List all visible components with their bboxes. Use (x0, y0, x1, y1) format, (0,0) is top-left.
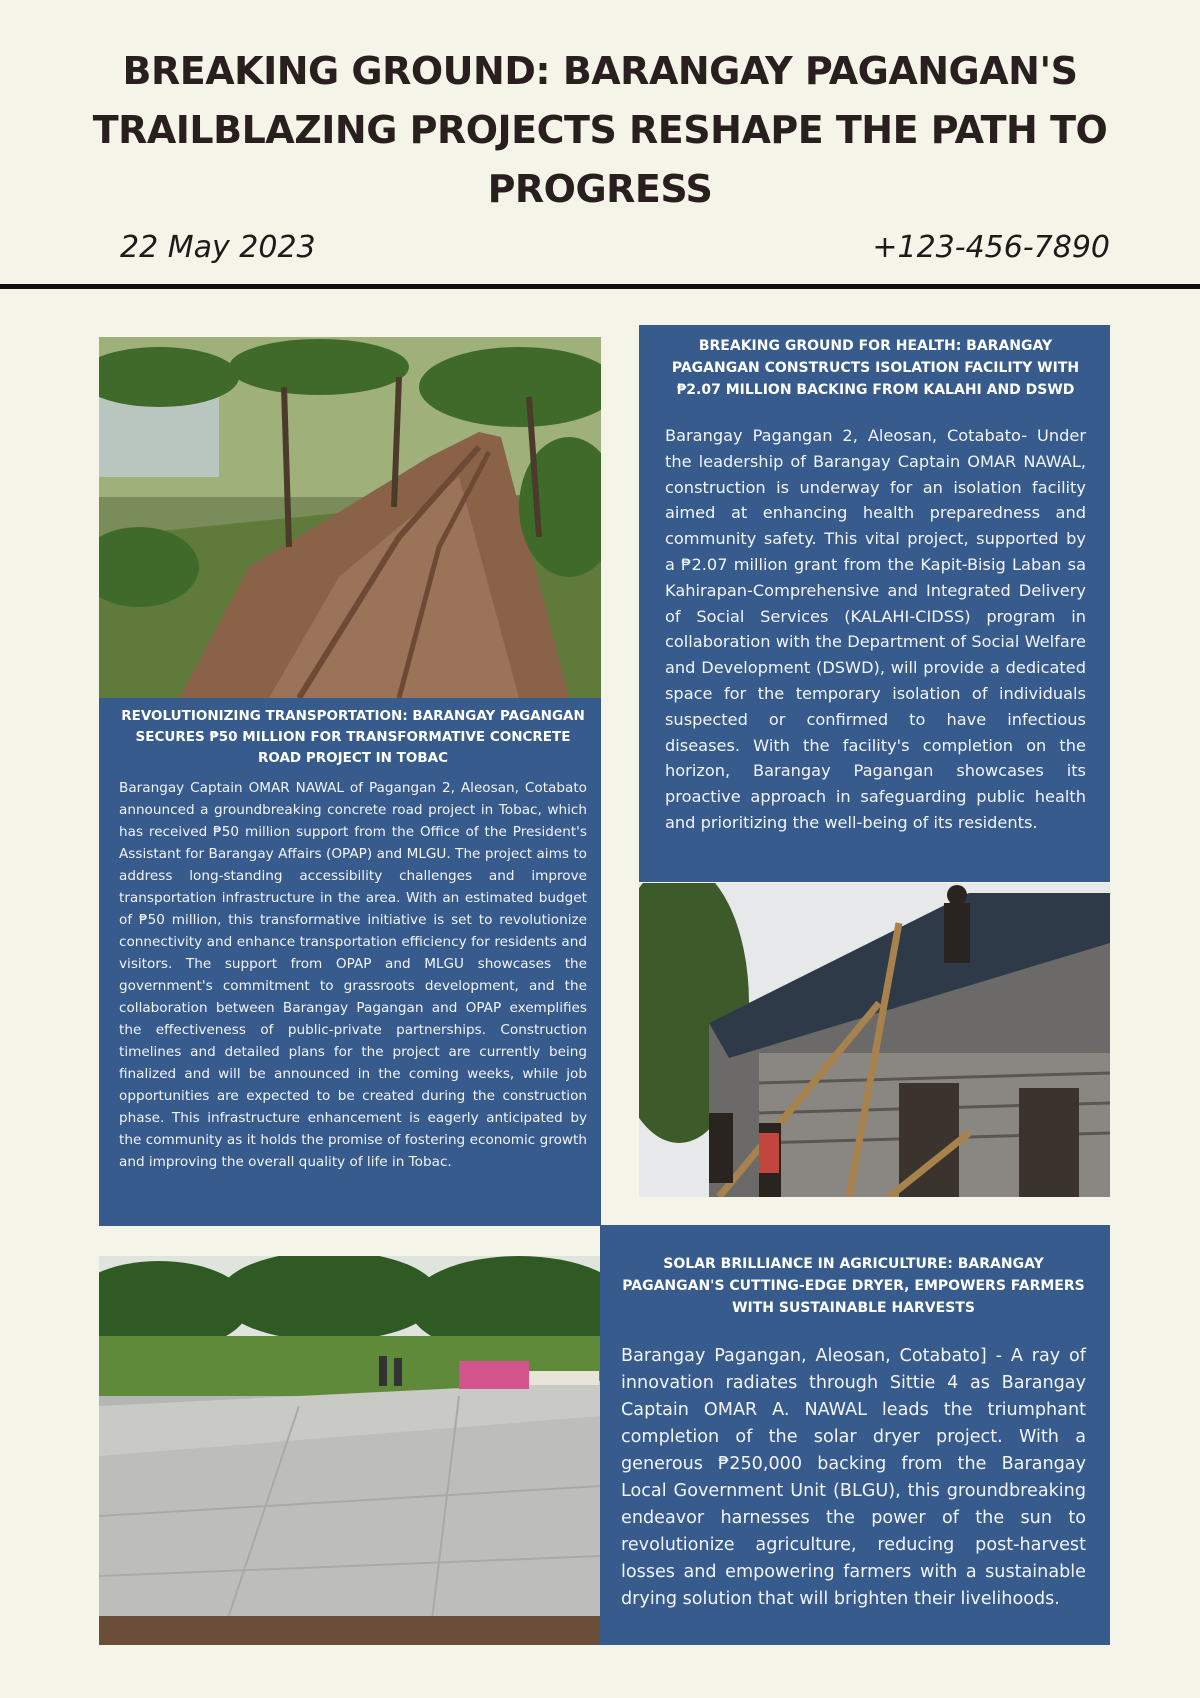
transport-article-body: Barangay Captain OMAR NAWAL of Pagangan 2, Aleosan, Cotabato announced a groundbreaking concrete road project in Tobac, which has received ₱50 million support from the Office of the President's Assistant for Barangay Affairs (OPAP) and MLGU. The project aims to address long-standing accessibility challenges and improve transportation infrastructure in the area. With an estimated budget of ₱50 million, this transformative initiative is set to revolutionize connectivity and enhance transportation efficiency for residents and visitors. The support from OPAP and MLGU showcases the government's commitment to grassroots development, and the collaboration between Barangay Pagangan and OPAP exemplifies the effectiveness of public-private partnerships. Construction timelines and detailed plans for the project are currently being finalized and will be announced in the coming weeks, while job opportunities are expected to be created during the construction phase. This infrastructure enhancement is eagerly anticipated by the community as it holds the promise of fostering economic growth and improving the overall quality of life in Tobac. (119, 780, 587, 1170)
transport-article-title: REVOLUTIONIZING TRANSPORTATION: BARANGAY PAGANGAN SECURES ₱50 MILLION FOR TRANSFORMATIVE CONCRETE ROAD PROJECT IN TOBAC (121, 708, 585, 766)
health-article-body: Barangay Pagangan 2, Aleosan, Cotabato- Under the leadership of Barangay Captain OMAR NAWAL, construction is underway for an isolation facility aimed at enhancing health preparedness and community safety. This vital project, supported by a ₱2.07 million grant from the Kapit-Bisig Laban sa Kahirapan-Comprehensive and Integrated Delivery of Social Services (KALAHI-CIDSS) program in collaboration with the Department of Social Welfare and Development (DSWD), will provide a dedicated space for the temporary isolation of individuals suspected or confirmed to have infectious diseases. With the facility's completion on the horizon, Barangay Pagangan showcases its proactive approach in safeguarding public health and prioritizing the well-being of its residents. (665, 426, 1086, 832)
contact-phone: +123-456-7890 (872, 230, 1110, 265)
health-article-title: BREAKING GROUND FOR HEALTH: BARANGAY PAGANGAN CONSTRUCTS ISOLATION FACILITY WITH ₱2.07 MILLION BACKING FROM KALAHI AND DSWD (671, 338, 1080, 398)
page-headline: BREAKING GROUND: BARANGAY PAGANGAN'S TRAILBLAZING PROJECTS RESHAPE THE PATH TO PROGRESS (92, 49, 1108, 211)
isolation-facility-construction-photo (639, 883, 1110, 1197)
solar-article-body: Barangay Pagangan, Aleosan, Cotabato] - A ray of innovation radiates through Sittie 4 as Barangay Captain OMAR A. NAWAL leads the triumphant completion of the solar dryer project. With a generous ₱250,000 backing from the Barangay Local Government Unit (BLGU), this groundbreaking endeavor harnesses the power of the sun to revolutionize agriculture, reducing post-harvest losses and empowering farmers with a sustainable drying solution that will brighten their livelihoods. (621, 1346, 1086, 1609)
issue-date: 22 May 2023 (120, 230, 316, 265)
dirt-road-photo (99, 337, 601, 698)
header-divider (0, 284, 1200, 289)
concrete-road-photo (99, 1256, 601, 1645)
solar-article (600, 1225, 1110, 1645)
solar-article-title: SOLAR BRILLIANCE IN AGRICULTURE: BARANGAY PAGANGAN'S CUTTING-EDGE DRYER, EMPOWERS FARMERS WITH SUSTAINABLE HARVESTS (622, 1256, 1085, 1316)
health-article (639, 325, 1110, 882)
transport-article (99, 698, 601, 1226)
